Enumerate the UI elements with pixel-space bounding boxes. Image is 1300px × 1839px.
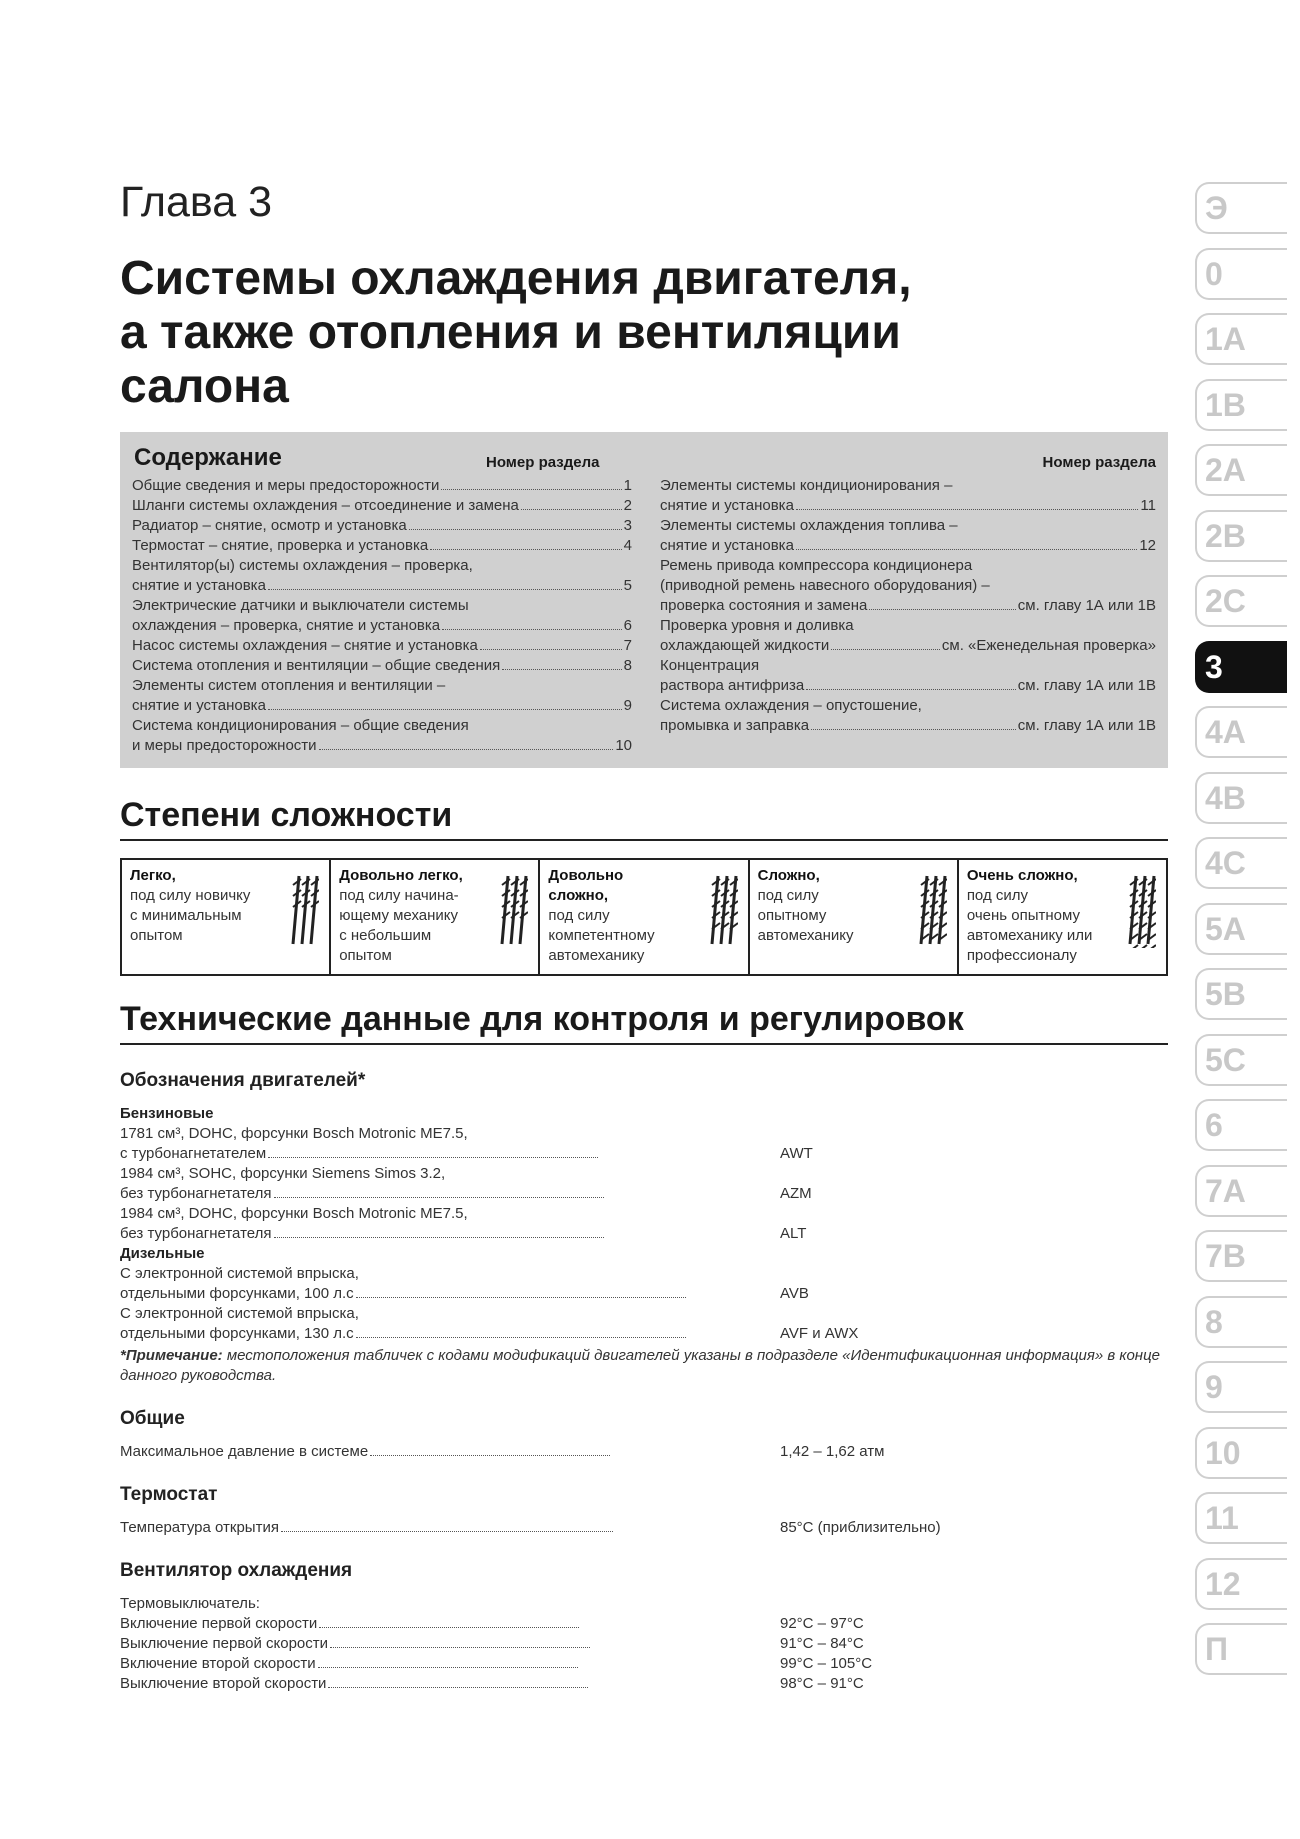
thermostat-heading: Термостат	[120, 1484, 218, 1505]
spec-label: Включение первой скорости	[120, 1615, 318, 1632]
engine-description: 1984 см³, SOHC, форсунки Siemens Simos 3.2,	[120, 1165, 446, 1182]
chapter-tab-label: 7А	[1205, 1172, 1246, 1209]
spec-value: 99°C – 105°C	[780, 1655, 873, 1672]
entry-section-number: 3	[623, 517, 632, 534]
entry-title: Проверка уровня и доливка	[660, 617, 854, 634]
chapter-tab[interactable]	[1195, 641, 1287, 693]
entry-title: Электрические датчики и выключатели системы	[132, 597, 469, 614]
difficulty-description: опытному	[757, 907, 827, 924]
entry-section-number: 12	[1139, 537, 1156, 554]
chapter-label: Глава 3	[120, 178, 273, 226]
entry-section-number: 8	[623, 657, 632, 674]
entry-title: снятие и установка	[132, 577, 266, 594]
entry-title: Радиатор – снятие, осмотр и установка	[132, 517, 407, 534]
difficulty-title: Довольно	[548, 867, 624, 884]
engine-description: 1781 см³, DOHC, форсунки Bosch Motronic ME7.5,	[120, 1125, 468, 1142]
fan-heading: Вентилятор охлаждения	[120, 1560, 353, 1581]
spec-value: 98°C – 91°C	[780, 1675, 864, 1692]
chapter-tab[interactable]	[1195, 1296, 1287, 1348]
spanner-icon	[917, 872, 947, 948]
spec-value: 92°C – 97°C	[780, 1615, 864, 1632]
engine-description: 1984 см³, DOHC, форсунки Bosch Motronic ME7.5,	[120, 1205, 468, 1222]
contents-left-column	[132, 476, 632, 756]
entry-section-number: 10	[615, 737, 632, 754]
title-line: Системы охлаждения двигателя,	[120, 252, 912, 305]
entry-title: охлаждающей жидкости	[660, 637, 830, 654]
chapter-tab[interactable]	[1195, 1099, 1287, 1151]
engine-description: отдельными форсунками, 130 л.с	[120, 1325, 354, 1342]
difficulty-description: очень опытному	[966, 907, 1080, 924]
contents-entry	[132, 656, 632, 676]
spec-label: Выключение второй скорости	[120, 1675, 327, 1692]
engine-row	[120, 1224, 807, 1244]
difficulty-description: автомеханику	[548, 947, 645, 964]
chapter-tab-label: 5А	[1205, 910, 1246, 947]
contents-right-column	[660, 476, 1156, 736]
section-number-header: Номер раздела	[1042, 454, 1156, 471]
engine-code: AZM	[780, 1185, 812, 1202]
chapter-tab[interactable]	[1195, 510, 1287, 562]
contents-entry	[660, 476, 1156, 516]
engine-row	[120, 1204, 740, 1224]
entry-section-number: 9	[623, 697, 632, 714]
chapter-tab[interactable]	[1195, 706, 1287, 758]
entry-section-number: см. «Еженедельная проверка»	[941, 637, 1156, 654]
title-line: а также отопления и вентиляции	[120, 306, 901, 359]
contents-entry	[660, 556, 1156, 616]
engine-row	[120, 1144, 813, 1164]
entry-title: Термостат – снятие, проверка и установка	[132, 537, 429, 554]
chapter-tab[interactable]	[1195, 772, 1287, 824]
difficulty-description: под силу	[548, 907, 610, 924]
difficulty-description: опытом	[339, 947, 392, 964]
difficulty-description: компетентному	[548, 927, 655, 944]
chapter-tab[interactable]	[1195, 1165, 1287, 1217]
engine-description: С электронной системой впрыска,	[120, 1265, 359, 1282]
fan-row	[120, 1674, 864, 1694]
engine-row	[120, 1264, 740, 1284]
contents-entry	[132, 676, 632, 716]
entry-title: Насос системы охлаждения – снятие и установка	[132, 637, 478, 654]
chapter-tab[interactable]	[1195, 903, 1287, 955]
difficulty-description: под силу	[757, 887, 819, 904]
contents-heading: Содержание	[134, 444, 282, 471]
chapter-tab-label: 8	[1205, 1303, 1223, 1340]
chapter-tab-label: 5В	[1205, 976, 1246, 1012]
difficulty-level	[329, 860, 538, 974]
chapter-tab[interactable]	[1195, 1427, 1287, 1479]
chapter-tab-label: 4А	[1205, 714, 1246, 750]
chapter-tab[interactable]	[1195, 379, 1287, 431]
chapter-tab-label: 7В	[1205, 1238, 1246, 1274]
spec-label: Выключение первой скорости	[120, 1635, 329, 1652]
chapter-tab[interactable]	[1195, 1034, 1287, 1086]
difficulty-description: ющему механику	[339, 907, 459, 924]
difficulty-title: Сложно,	[757, 867, 820, 884]
chapter-tab-label: 0	[1205, 255, 1223, 292]
contents-entry	[132, 496, 632, 516]
chapter-tab[interactable]	[1195, 1361, 1287, 1413]
entry-title: снятие и установка	[132, 697, 266, 714]
engine-group-label: Дизельные	[120, 1245, 205, 1262]
difficulty-description: опытом	[130, 927, 183, 944]
chapter-tab-label: 6	[1205, 1107, 1223, 1143]
entry-section-number: см. главу 1А или 1В	[1017, 677, 1156, 694]
thermostat-row	[120, 1518, 941, 1538]
difficulty-title: сложно,	[548, 887, 609, 904]
fan-row	[120, 1634, 864, 1654]
chapter-tab-label: 1А	[1205, 321, 1246, 357]
engine-row	[120, 1304, 740, 1324]
difficulty-title: Очень сложно,	[966, 867, 1078, 884]
chapter-tab-label: 2В	[1205, 517, 1246, 554]
difficulty-description: под силу	[966, 887, 1028, 904]
contents-entry	[132, 516, 632, 536]
general-heading: Общие	[120, 1408, 185, 1429]
entry-section-number: 5	[623, 577, 632, 594]
difficulty-level	[122, 860, 329, 974]
entry-title: Элементы системы охлаждения топлива –	[660, 517, 958, 534]
chapter-tab[interactable]	[1195, 248, 1287, 300]
difficulty-level	[748, 860, 957, 974]
contents-entry	[132, 716, 632, 756]
chapter-tab[interactable]	[1195, 182, 1287, 234]
entry-title: Шланги системы охлаждения – отсоединение и замена	[132, 497, 519, 514]
engine-codes-heading: Обозначения двигателей*	[120, 1070, 366, 1091]
engine-description: без турбонагнетателя	[120, 1225, 272, 1242]
spanner-icon	[498, 872, 528, 948]
chapter-tab[interactable]	[1195, 444, 1287, 496]
entry-section-number: см. главу 1А или 1В	[1017, 597, 1156, 614]
spec-value: 1,42 – 1,62 атм	[780, 1443, 885, 1460]
spec-label: Максимальное давление в системе	[120, 1443, 369, 1460]
difficulty-description: с небольшим	[339, 927, 432, 944]
spec-label: Температура открытия	[120, 1519, 279, 1536]
spanner-icon	[1126, 872, 1156, 948]
entry-title: проверка состояния и замена	[660, 597, 868, 614]
engine-note	[120, 1346, 1170, 1386]
difficulty-level	[957, 860, 1166, 974]
chapter-tab[interactable]	[1195, 313, 1287, 365]
entry-title: и меры предосторожности	[132, 737, 317, 754]
contents-entry	[132, 536, 632, 556]
entry-section-number: 6	[623, 617, 632, 634]
entry-title: Элементы системы кондиционирования –	[660, 477, 953, 494]
difficulty-description: с минимальным	[130, 907, 242, 924]
engine-description: с турбонагнетателем	[120, 1145, 267, 1162]
note-label: *Примечание:	[120, 1347, 223, 1364]
engine-code: AVF и AWX	[780, 1325, 859, 1342]
contents-entry	[660, 616, 1156, 656]
difficulty-description: автомеханику или	[966, 927, 1093, 944]
entry-title: Вентилятор(ы) системы охлаждения – проверка,	[132, 557, 473, 574]
contents-entry	[132, 556, 632, 596]
spanner-icon	[708, 872, 738, 948]
contents-box	[120, 432, 1168, 768]
entry-title: охлаждения – проверка, снятие и установка	[132, 617, 441, 634]
chapter-tab-label: 3	[1205, 648, 1223, 685]
engine-row	[120, 1324, 859, 1344]
difficulty-scale	[120, 858, 1168, 976]
chapter-tab[interactable]	[1195, 1623, 1287, 1675]
engine-description: отдельными форсунками, 100 л.с	[120, 1285, 354, 1302]
difficulty-heading: Степени сложности	[120, 796, 1168, 841]
chapter-tab-label: 4С	[1205, 845, 1246, 881]
spec-label: Включение второй скорости	[120, 1655, 316, 1672]
difficulty-description: под силу начина-	[339, 887, 459, 904]
difficulty-description: автомеханику	[757, 927, 854, 944]
chapter-tab-label: 11	[1205, 1500, 1239, 1536]
spanner-icon	[289, 872, 319, 948]
engine-row	[120, 1164, 740, 1184]
chapter-tab-label: 5С	[1205, 1041, 1246, 1078]
title-line: салона	[120, 360, 289, 413]
entry-section-number: 4	[623, 537, 632, 554]
contents-entry	[132, 476, 632, 496]
note-text: местоположения табличек с кодами модификаций двигателей указаны в подразделе «Идентификационная информация» в конце данного руководства.	[120, 1347, 1160, 1384]
entry-title: Общие сведения и меры предосторожности	[132, 477, 440, 494]
chapter-tab[interactable]	[1195, 837, 1287, 889]
chapter-tab[interactable]	[1195, 1492, 1287, 1544]
entry-title: раствора антифриза	[660, 677, 805, 694]
contents-entry	[660, 696, 1156, 736]
chapter-tab-label: 12	[1205, 1565, 1241, 1602]
entry-title: (приводной ремень навесного оборудования) –	[660, 577, 990, 594]
chapter-tab[interactable]	[1195, 1558, 1287, 1610]
page-title	[120, 252, 912, 414]
chapter-tab-label: 9	[1205, 1369, 1223, 1405]
chapter-tab-label: П	[1205, 1631, 1228, 1667]
contents-entry	[132, 596, 632, 636]
engine-code: ALT	[780, 1225, 807, 1242]
chapter-tab-label: 2А	[1205, 452, 1246, 488]
entry-section-number: 1	[623, 477, 632, 494]
engine-code: AVB	[780, 1285, 809, 1302]
fan-row	[120, 1614, 864, 1634]
spec-value: 85°C (приблизительно)	[780, 1519, 941, 1536]
engine-row	[120, 1184, 812, 1204]
difficulty-level	[538, 860, 747, 974]
spec-value: 91°C – 84°C	[780, 1635, 864, 1652]
chapter-tab-label: 4В	[1205, 779, 1246, 816]
contents-entry	[660, 656, 1156, 696]
engine-row	[120, 1284, 809, 1304]
entry-section-number: 7	[623, 637, 632, 654]
entry-section-number: 11	[1140, 497, 1156, 514]
difficulty-description: профессионалу	[966, 947, 1077, 964]
general-row	[120, 1442, 885, 1462]
entry-title: Система охлаждения – опустошение,	[660, 697, 922, 714]
engine-description: С электронной системой впрыска,	[120, 1305, 359, 1322]
engine-row	[120, 1124, 740, 1144]
fan-sub-label: Термовыключатель:	[120, 1595, 260, 1612]
entry-section-number: 2	[623, 497, 632, 514]
tech-data-heading: Технические данные для контроля и регулировок	[120, 1000, 1168, 1045]
section-number-header: Номер раздела	[486, 454, 600, 471]
chapter-tab-label: 1В	[1205, 386, 1246, 423]
entry-title: промывка и заправка	[660, 717, 810, 734]
fan-row	[120, 1654, 873, 1674]
engine-group-label: Бензиновые	[120, 1105, 214, 1122]
chapter-tab[interactable]	[1195, 968, 1287, 1020]
difficulty-title: Довольно легко,	[339, 867, 463, 884]
chapter-tab[interactable]	[1195, 1230, 1287, 1282]
contents-entry	[660, 516, 1156, 556]
entry-title: Система отопления и вентиляции – общие сведения	[132, 657, 501, 674]
entry-section-number: см. главу 1А или 1В	[1017, 717, 1156, 734]
entry-title: Ремень привода компрессора кондиционера	[660, 557, 973, 574]
chapter-tab-label: Э	[1205, 190, 1228, 226]
engine-code: AWT	[780, 1145, 813, 1162]
difficulty-description: под силу новичку	[130, 887, 251, 904]
chapter-tab-label: 10	[1205, 1434, 1241, 1471]
entry-title: Система кондиционирования – общие сведения	[132, 717, 469, 734]
entry-title: снятие и установка	[660, 537, 794, 554]
entry-title: снятие и установка	[660, 497, 794, 514]
chapter-tab[interactable]	[1195, 575, 1287, 627]
contents-entry	[132, 636, 632, 656]
entry-title: Концентрация	[660, 657, 760, 674]
entry-title: Элементы систем отопления и вентиляции –	[132, 677, 446, 694]
engine-description: без турбонагнетателя	[120, 1185, 272, 1202]
chapter-tab-label: 2С	[1205, 583, 1246, 619]
difficulty-title: Легко,	[130, 867, 176, 884]
